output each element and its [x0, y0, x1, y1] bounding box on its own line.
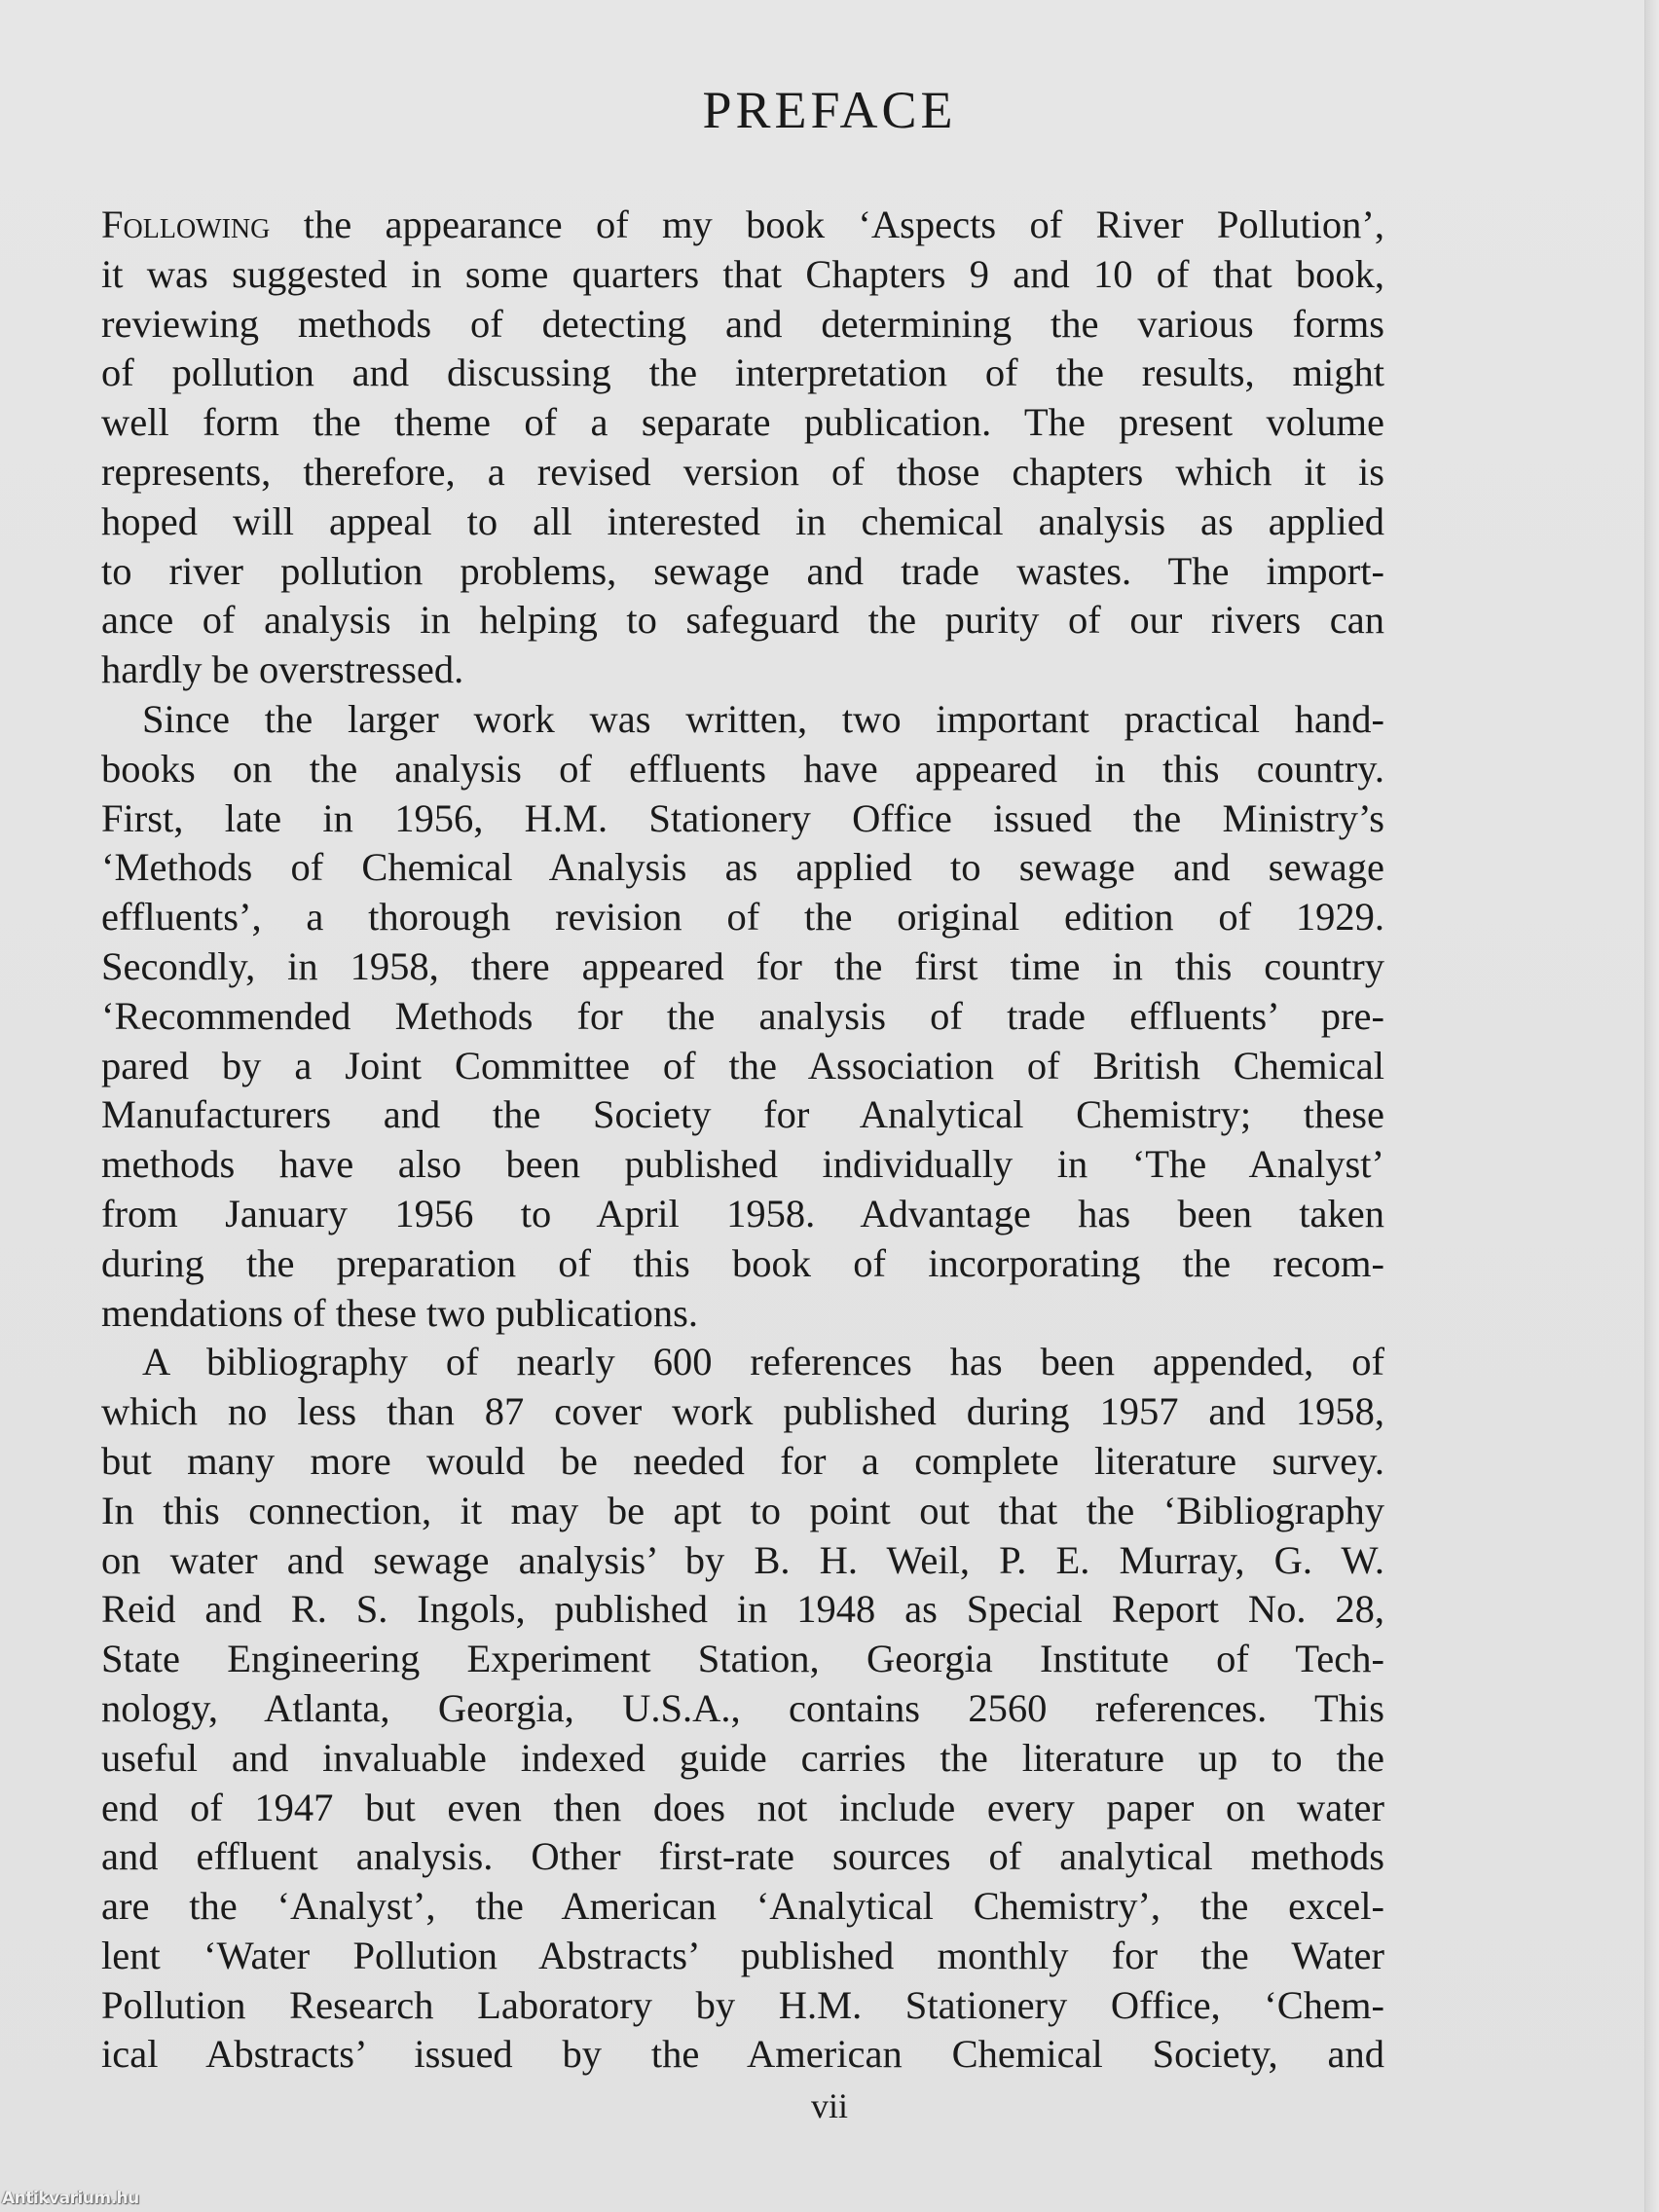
- text-line: represents, therefore, a revised version of those chapters which it is: [101, 449, 1384, 494]
- text-line: are the ‘Analyst’, the American ‘Analytical Chemistry’, the excel-: [101, 1884, 1384, 1929]
- text-line: nology, Atlanta, Georgia, U.S.A., contains 2560 references. This: [101, 1685, 1384, 1730]
- text-line: Manufacturers and the Society for Analytical Chemistry; these: [101, 1092, 1384, 1137]
- text-line: of pollution and discussing the interpretation of the results, might: [101, 350, 1384, 395]
- text-line: methods have also been published individually in ‘The Analyst’: [101, 1142, 1384, 1187]
- text-line: books on the analysis of effluents have appeared in this country.: [101, 746, 1384, 791]
- lead-word: Following: [101, 203, 271, 246]
- text-line: In this connection, it may be apt to point out that the ‘Bibliography: [101, 1488, 1384, 1532]
- watermark-logo: Antikvarium.hu: [2, 2189, 139, 2208]
- text-line: useful and invaluable indexed guide carries the literature up to the: [101, 1735, 1384, 1780]
- text-line: ‘Recommended Methods for the analysis of trade effluents’ pre-: [101, 993, 1384, 1038]
- text-line: Secondly, in 1958, there appeared for the first time in this country: [101, 943, 1384, 988]
- text-line: on water and sewage analysis’ by B. H. Weil, P. E. Murray, G. W.: [101, 1537, 1384, 1582]
- text-line: during the preparation of this book of incorporating the recom-: [101, 1240, 1384, 1285]
- page-edge-shadow: [1644, 0, 1659, 2212]
- text-line: hardly be overstressed.: [101, 647, 464, 692]
- text-line: well form the theme of a separate publication. The present volume: [101, 400, 1384, 445]
- text-line: State Engineering Experiment Station, Georgia Institute of Tech-: [101, 1637, 1384, 1681]
- text-line: pared by a Joint Committee of the Association of British Chemical: [101, 1043, 1384, 1088]
- paragraph-2: [101, 695, 1384, 1338]
- text-line: it was suggested in some quarters that Chapters 9 and 10 of that book,: [101, 251, 1384, 296]
- text-line: Reid and R. S. Ingols, published in 1948 as Special Report No. 28,: [101, 1587, 1384, 1632]
- text-line: mendations of these two publications.: [101, 1290, 699, 1335]
- text-line: ‘Methods of Chemical Analysis as applied to sewage and sewage: [101, 845, 1384, 890]
- text-line: which no less than 87 cover work published during 1957 and 1958,: [101, 1389, 1384, 1434]
- text-line: but many more would be needed for a complete literature survey.: [101, 1438, 1384, 1483]
- text-line: effluents’, a thorough revision of the original edition of 1929.: [101, 895, 1384, 940]
- page-title: PREFACE: [702, 81, 957, 139]
- page-number: vii: [810, 2086, 848, 2125]
- text-line: to river pollution problems, sewage and trade wastes. The import-: [101, 548, 1384, 593]
- text-line: Since the larger work was written, two important practical hand-: [142, 696, 1384, 741]
- text-line: Pollution Research Laboratory by H.M. Stationery Office, ‘Chem-: [101, 1982, 1384, 2027]
- paragraph-1: [101, 201, 1384, 695]
- preface-body: [101, 201, 1384, 2080]
- text-line: ical Abstracts’ issued by the American Chemical Society, and: [101, 2032, 1384, 2077]
- text-line: First, late in 1956, H.M. Stationery Office issued the Ministry’s: [101, 795, 1384, 840]
- text-line: Following the appearance of my book ‘Aspects of River Pollution’,: [101, 203, 1384, 246]
- text-line: and effluent analysis. Other first-rate sources of analytical methods: [101, 1834, 1384, 1879]
- text-line: A bibliography of nearly 600 references has been appended, of: [142, 1340, 1384, 1384]
- text-line: ance of analysis in helping to safeguard the purity of our rivers can: [101, 598, 1384, 643]
- text-line: reviewing methods of detecting and determining the various forms: [101, 301, 1384, 346]
- paragraph-3: [101, 1338, 1384, 2080]
- text-line: hoped will appeal to all interested in chemical analysis as applied: [101, 498, 1384, 543]
- text-line: lent ‘Water Pollution Abstracts’ published monthly for the Water: [101, 1933, 1384, 1977]
- text-line: from January 1956 to April 1958. Advantage has been taken: [101, 1191, 1384, 1235]
- text-line: end of 1947 but even then does not include every paper on water: [101, 1785, 1384, 1829]
